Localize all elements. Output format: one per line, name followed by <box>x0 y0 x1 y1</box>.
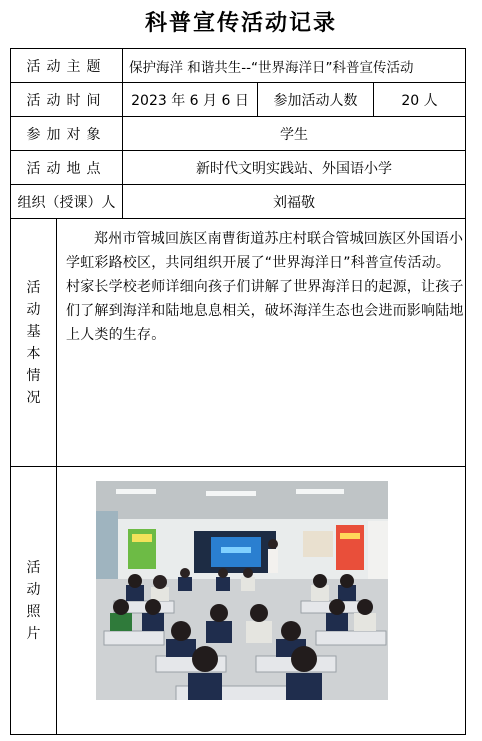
theme-value: 保护海洋 和谐共生--“世界海洋日”科普宣传活动 <box>129 59 414 76</box>
photo-label <box>11 467 56 735</box>
situation-label-char: 基 <box>26 323 41 340</box>
place-label: 活动地点 <box>26 160 107 177</box>
audience-label: 参加对象 <box>26 126 107 143</box>
count-label: 参加活动人数 <box>273 92 358 109</box>
photo-label-char: 动 <box>26 582 41 598</box>
count-value: 20 人 <box>401 92 438 109</box>
row-divider <box>11 218 465 219</box>
situation-label-char: 动 <box>26 301 41 318</box>
organizer-label: 组织（授课）人 <box>17 194 116 211</box>
photo-label-char: 活 <box>26 560 41 576</box>
time-label: 活动时间 <box>26 92 107 109</box>
col-divider <box>56 218 57 735</box>
audience-value: 学生 <box>280 126 308 143</box>
situation-label-char: 况 <box>26 389 41 406</box>
record-table <box>10 48 466 735</box>
organizer-value: 刘福敬 <box>273 194 315 211</box>
place-value: 新时代文明实践站、外国语小学 <box>196 160 392 177</box>
document-title: 科普宣传活动记录 <box>144 10 337 36</box>
time-value: 2023 年 6 月 6 日 <box>131 92 249 109</box>
situation-label <box>11 219 56 466</box>
situation-text: 郑州市管城回族区南曹街道苏庄村联合管城回族区外国语小学虹彩路校区，共同组织开展了“世界海洋日”科普宣传活动。村家长学校老师详细向孩子们讲解了世界海洋日的起源，让孩子们了解到海洋和陆地息息相关，破坏海洋生态也会进而影响陆地上人类的生存。 <box>66 231 464 343</box>
row-divider <box>11 466 465 467</box>
theme-label: 活动主题 <box>26 58 107 75</box>
activity-photo <box>96 481 388 700</box>
situation-label-char: 本 <box>26 345 41 362</box>
photo-label-char: 片 <box>26 626 41 642</box>
photo-label-char: 照 <box>26 604 41 620</box>
situation-label-char: 情 <box>26 367 41 384</box>
situation-label-char: 活 <box>26 279 41 296</box>
